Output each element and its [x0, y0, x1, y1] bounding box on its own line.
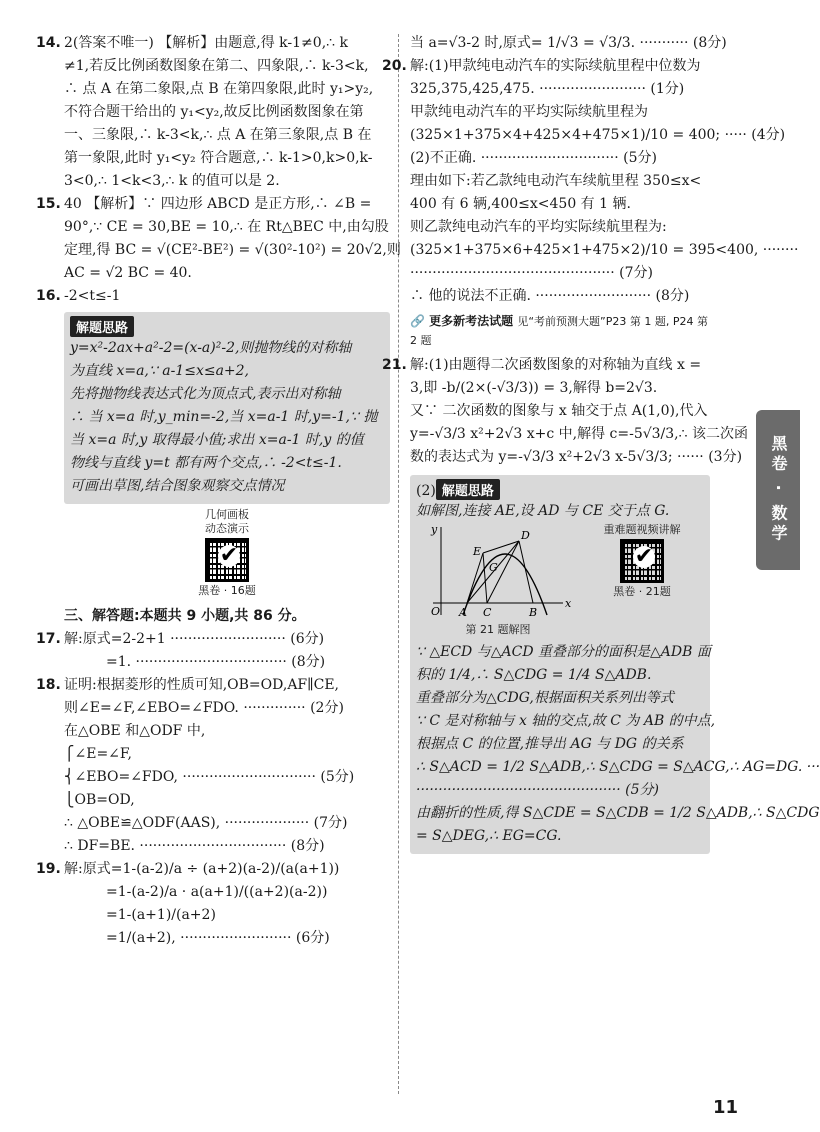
point-o: O — [431, 605, 441, 618]
answer-text: 90°,∵ CE = 30,BE = 10,∴ 在 Rt△BEC 中,由勾股 — [64, 219, 389, 235]
axis-label-y: y — [431, 523, 438, 536]
answer-text: 甲款纯电动汽车的平均实际续航里程为 — [410, 104, 648, 120]
right-answers-block-2 — [382, 354, 748, 469]
qr-title-1: 几何画板 — [205, 508, 249, 521]
point-e: E — [473, 545, 482, 558]
axis-label-x: x — [565, 597, 572, 610]
answer-text: 3<0,∴ 1<k<3,∴ k 的值可以是 2. — [64, 173, 280, 189]
answer-line — [410, 285, 710, 308]
answer-line — [410, 193, 710, 216]
answer-line — [64, 170, 390, 193]
answer-text: (2)不正确. ······························· (5分) — [410, 150, 657, 166]
answer-text: ⎨∠EBO=∠FDO, ······························ (5分) — [64, 769, 355, 785]
answer-text: 则乙款纯电动汽车的平均实际续航里程为: — [410, 219, 667, 235]
note-line: 积的 1/4,∴ S△CDG = 1/4 S△ADB. — [416, 667, 652, 683]
answer-line — [410, 124, 786, 147]
column-divider — [398, 34, 399, 1094]
note-line: 可画出草图,结合图象观察交点情况 — [70, 478, 285, 494]
section-heading: 三、解答题:本题共 9 小题,共 86 分。 — [64, 608, 306, 624]
answer-line — [64, 697, 390, 720]
figure-row — [416, 523, 704, 641]
answer-text: ·············································· (7分) — [410, 265, 653, 281]
answer-line — [36, 193, 390, 216]
answer-text: ∴ 他的说法不正确. ·························· (8分) — [410, 288, 690, 304]
point-g: G — [489, 561, 498, 574]
answer-text: ⎩OB=OD, — [64, 792, 135, 808]
note-line: = S△DEG,∴ EG=CG. — [416, 828, 562, 844]
point-c: C — [483, 606, 492, 619]
note-line: ∴ S△ACD = 1/2 S△ADB,∴ S△CDG = S△ACG,∴ AG=DG. ··· — [416, 759, 820, 775]
note-line: 由翻折的性质,得 S△CDE = S△CDB = 1/2 S△ADB,∴ S△CDG — [416, 805, 820, 821]
answer-line — [64, 55, 390, 78]
qr-block-16 — [167, 508, 287, 598]
figure-21 — [423, 523, 573, 637]
answer-text: ≠1,若反比例函数图象在第二、四象限,∴ k-3<k, — [64, 58, 369, 74]
answer-line — [64, 651, 390, 674]
answer-line — [410, 423, 748, 446]
question-number: 18. — [36, 677, 61, 693]
question-number: 19. — [36, 861, 61, 877]
note-badge: 解题思路 — [70, 316, 384, 337]
note-line: ∴ 当 x=a 时,y_min=-2,当 x=a-1 时,y=-1,∵ 抛 — [70, 409, 378, 425]
figure-caption: 第 21 题解图 — [465, 623, 531, 636]
qr-block-21 — [587, 523, 697, 599]
point-a: A — [459, 606, 467, 619]
answer-line — [64, 927, 390, 950]
answer-line — [64, 262, 390, 285]
answer-text: 理由如下:若乙款纯电动汽车续航里程 350≤x< — [410, 173, 702, 189]
answer-line — [64, 720, 390, 743]
answer-line — [382, 55, 710, 78]
question-number: 16. — [36, 288, 61, 304]
answer-text: ∴ △OBE≌△ODF(AAS), ··················· (7分) — [64, 815, 348, 831]
answer-line — [36, 858, 390, 881]
question-number: 14. — [36, 35, 61, 51]
answer-text: (325×1+375×6+425×1+475×2)/10 = 395<400, ········ — [410, 242, 799, 258]
question-number: 20. — [382, 58, 407, 74]
answer-line — [64, 812, 390, 835]
answer-line — [64, 216, 390, 239]
answer-text: 325,375,425,475. ························ (1分) — [410, 81, 685, 97]
answer-line — [64, 239, 401, 262]
question-number: 21. — [382, 357, 407, 373]
answer-line — [64, 766, 390, 789]
note-line: ∵ C 是对称轴与 x 轴的交点,故 C 为 AB 的中点, — [416, 713, 716, 729]
answer-line — [64, 835, 390, 858]
answer-line — [410, 239, 799, 262]
answer-line — [410, 147, 710, 170]
answer-line — [64, 881, 390, 904]
answer-text: 解:(1)由题得二次函数图象的对称轴为直线 x = — [410, 357, 702, 373]
answer-text: 2(答案不唯一) 【解析】由题意,得 k-1≠0,∴ k — [64, 35, 348, 51]
answer-text: 定理,得 BC = √(CE²-BE²) = √(30²-10²) = 20√2,则 — [64, 242, 401, 258]
answer-text: AC = √2 BC = 40. — [64, 265, 192, 281]
part-label: (2) — [416, 483, 436, 499]
more-ref: 见“考前预测大题”P23 第 1 题, P24 第 2 题 — [410, 315, 708, 347]
answer-text: 证明:根据菱形的性质可知,OB=OD,AF∥CE, — [64, 677, 339, 693]
answer-line — [382, 354, 710, 377]
note-line: 当 x=a 时,y 取得最小值;求出 x=a-1 时,y 的值 — [70, 432, 364, 448]
note-intro: 如解图,连接 AE,设 AD 与 CE 交于点 G. — [416, 503, 670, 519]
answer-line — [410, 400, 710, 423]
point-b: B — [529, 606, 538, 619]
answer-line — [410, 78, 710, 101]
point-d: D — [521, 529, 530, 542]
answer-text: =1-(a-2)/a · a(a+1)/((a+2)(a-2)) — [64, 884, 328, 900]
question-number: 17. — [36, 631, 61, 647]
answer-text: ∴ 点 A 在第二象限,点 B 在第四象限,此时 y₁>y₂, — [64, 81, 374, 97]
qr-code-icon[interactable]: ✔ — [205, 538, 249, 582]
answer-line — [410, 216, 710, 239]
answer-text: =1. ·································· (8分) — [64, 654, 326, 670]
subject-side-tab: 黑卷 · 数学 — [756, 410, 800, 570]
answer-line — [410, 32, 727, 55]
answer-text: =1-(a+1)/(a+2) — [64, 907, 216, 923]
answer-text: 数的表达式为 y=-√3/3 x²+2√3 x-5√3/3; ······ (3分) — [410, 449, 743, 465]
solution-note-16 — [64, 312, 390, 504]
answer-text: 第一象限,此时 y₁<y₂ 符合题意,∴ k-1>0,k>0,k- — [64, 150, 373, 166]
answer-text: -2<t≤-1 — [64, 288, 121, 304]
qr-code-icon[interactable]: ✔ — [620, 539, 664, 583]
answer-line — [64, 743, 390, 766]
answer-line — [64, 78, 390, 101]
answer-text: 40 【解析】∵ 四边形 ABCD 是正方形,∴ ∠B = — [64, 196, 372, 212]
answer-line — [410, 101, 710, 124]
note-line: y=x²-2ax+a²-2=(x-a)²-2,则抛物线的对称轴 — [70, 340, 352, 356]
answer-text: 一、三象限,∴ k-3<k,∴ 点 A 在第三象限,点 B 在 — [64, 127, 372, 143]
note-badge: 解题思路 — [436, 479, 500, 500]
left-column — [36, 32, 401, 950]
qr-title: 重难题视频讲解 — [603, 523, 681, 536]
left-answers-block — [36, 32, 401, 308]
answer-text: 当 a=√3-2 时,原式= 1/√3 = √3/3. ··········· (8分) — [410, 35, 727, 51]
answer-line — [410, 377, 710, 400]
answer-line — [36, 285, 390, 308]
qr-caption: 黑卷 · 21题 — [613, 585, 671, 598]
note-line: ∵ △ECD 与△ACD 重叠部分的面积是△ADB 面 — [416, 644, 711, 660]
note-line: 重叠部分为△CDG,根据面积关系列出等式 — [416, 690, 674, 706]
question-number: 15. — [36, 196, 61, 212]
answer-line — [410, 446, 743, 469]
more-questions-banner — [410, 312, 710, 350]
parabola-figure — [423, 523, 573, 619]
answer-text: y=-√3/3 x²+2√3 x+c 中,解得 c=-5√3/3,∴ 该二次函 — [410, 426, 748, 442]
more-label: 更多新考法试题 — [429, 314, 514, 328]
answer-text: =1/(a+2), ························· (6分) — [64, 930, 330, 946]
note-line: 为直线 x=a,∵ a-1≤x≤a+2, — [70, 363, 250, 379]
left-answers-block-2 — [36, 628, 390, 950]
note-line: 先将抛物线表达式化为顶点式,表示出对称轴 — [70, 386, 341, 402]
answer-text: 400 有 6 辆,400≤x<450 有 1 辆. — [410, 196, 631, 212]
qr-title-2: 动态演示 — [205, 522, 249, 535]
answer-line — [64, 101, 390, 124]
answer-line — [36, 628, 390, 651]
page-number: 11 — [712, 1097, 738, 1118]
note-line: 物线与直线 y=t 都有两个交点,∴ -2<t≤-1. — [70, 455, 342, 471]
answer-line — [64, 789, 390, 812]
answer-line — [64, 147, 390, 170]
answer-text: ⎧∠E=∠F, — [64, 746, 132, 762]
answer-text: 在△OBE 和△ODF 中, — [64, 723, 206, 739]
answer-line — [64, 904, 390, 927]
answer-line — [410, 262, 710, 285]
answer-line — [36, 32, 390, 55]
answer-text: ∴ DF=BE. ································· (8分) — [64, 838, 325, 854]
link-icon: 🔗 — [410, 314, 425, 328]
note-line: 根据点 C 的位置,推导出 AG 与 DG 的关系 — [416, 736, 684, 752]
answer-text: (325×1+375×4+425×4+475×1)/10 = 400; ····· (4分) — [410, 127, 786, 143]
answer-line — [410, 170, 710, 193]
qr-caption: 黑卷 · 16题 — [198, 584, 256, 597]
answer-text: 则∠E=∠F,∠EBO=∠FDO. ·············· (2分) — [64, 700, 344, 716]
note-line: ·············································· (5分) — [416, 782, 659, 798]
answer-text: 解:(1)甲款纯电动汽车的实际续航里程中位数为 — [410, 58, 701, 74]
answer-text: 3,即 -b/(2×(-√3/3)) = 3,解得 b=2√3. — [410, 380, 658, 396]
answer-text: 又∵ 二次函数的图象与 x 轴交于点 A(1,0),代入 — [410, 403, 708, 419]
answer-text: 解:原式=2-2+1 ·························· (6分) — [64, 631, 325, 647]
right-answers-block — [382, 32, 799, 308]
answer-text: 不符合题干给出的 y₁<y₂,故反比例函数图象在第 — [64, 104, 364, 120]
answer-text: 解:原式=1-(a-2)/a ÷ (a+2)(a-2)/(a(a+1)) — [64, 861, 340, 877]
answer-line — [64, 124, 390, 147]
answer-line — [36, 674, 390, 697]
